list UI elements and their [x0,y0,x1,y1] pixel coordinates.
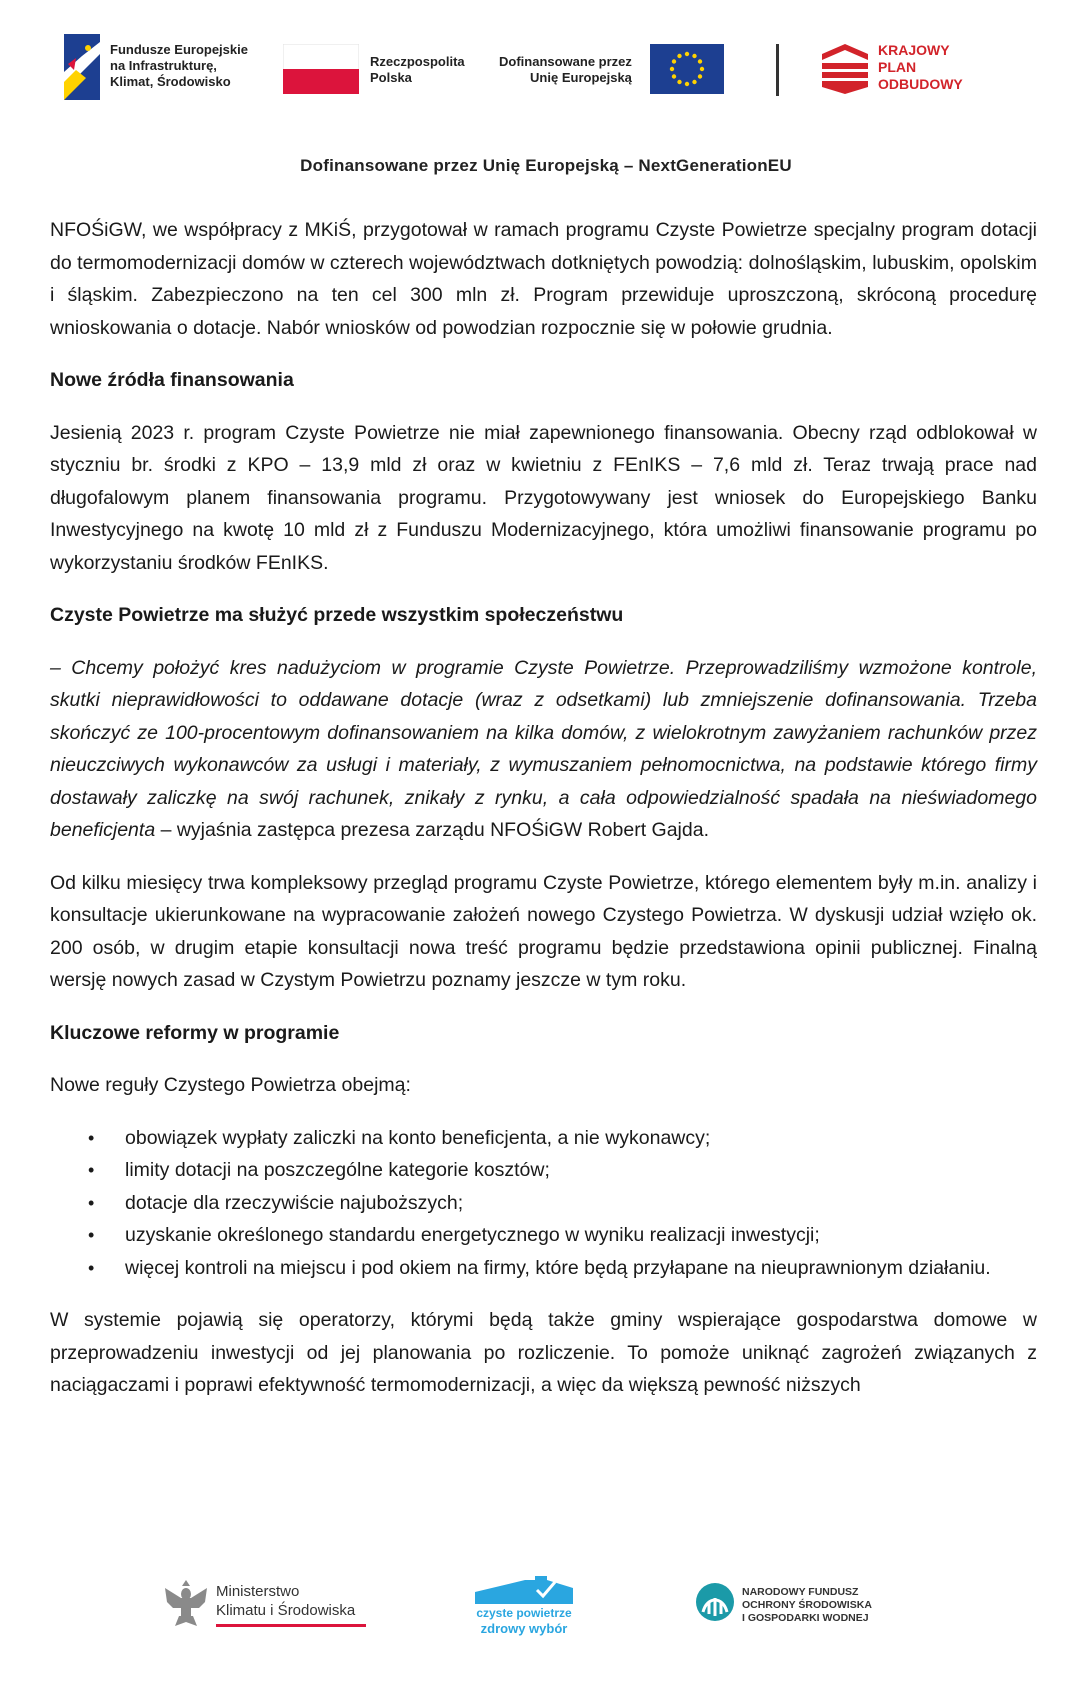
funding-subtitle: Dofinansowane przez Unię Europejską – NextGenerationEU [300,156,792,175]
article-body [50,214,1037,1422]
rp-line2: Polska [370,70,412,85]
paragraph-quote [50,652,1037,847]
logo-separator [776,44,779,96]
nfos-line2: OCHRONY ŚRODOWISKA [742,1599,872,1611]
house-roof-icon [475,1576,573,1604]
footer-logos [0,1570,1092,1660]
ue-line1: Dofinansowane przez [499,54,632,69]
paragraph-intro: NFOŚiGW, we współpracy z MKiŚ, przygotował w ramach programu Czyste Powietrze specjalny program dotacji do termomodernizacji domów w czterech województwach dotkniętych powodzią: dolnośląskim, lubuskim, opolskim i śląskim. Zabezpieczono na ten cel 300 mln zł. Program przewiduje uproszczoną, skróconą procedurę wnioskowania o dotacje. Nabór wniosków od powodzian rozpocznie się w połowie grudnia. [50,219,1037,339]
kpo-stripes-icon [822,44,868,94]
fe-line3: Klimat, Środowisko [110,74,231,89]
paragraph-operators: W systemie pojawią się operatorzy, którymi będą także gminy wspierające gospodarstwa domowe w przeprowadzeniu inwestycji od jej planowania po rozliczenie. To pomoże uniknąć zagrożeń związanych z naciągaczami i poprawi efektywność termomodernizacji, a więc da większą pewność niższych [50,1309,1037,1396]
list-item: • obowiązek wypłaty zaliczki na konto beneficjenta, a nie wykonawcy; [50,1122,1037,1155]
kpo-line1: KRAJOWY [878,42,950,58]
mkis-line1: Ministerstwo [216,1583,300,1600]
paragraph-review: Od kilku miesięcy trwa kompleksowy przegląd programu Czyste Powietrze, którego elementem były m.in. analizy i konsultacje ukierunkowane na wypracowanie założeń nowego Czystego Powietrza. W dyskusji udział wzięło ok. 200 osób, w drugim etapie konsultacji nowa treść programu będzie przedstawiona opinii publicznej. Finalną wersję nowych zasad w Czystym Powietrzu poznamy jeszcze w tym roku. [50,871,1037,991]
nfosigw-emblem-icon [695,1580,735,1624]
fe-line1: Fundusze Europejskie [110,42,248,57]
fe-flag-icon [64,34,100,100]
list-item: • więcej kontroli na miejscu i pod okiem na firmy, które będą przyłapane na nieuprawnionym działaniu. [50,1252,1037,1285]
ue-line2: Unię Europejską [530,70,632,85]
polish-flag-icon [283,44,359,94]
list-item: • uzyskanie określonego standardu energetycznego w wyniku realizacji inwestycji; [50,1219,1037,1252]
rp-line1: Rzeczpospolita [370,54,465,69]
mkis-underline [216,1624,366,1627]
reforms-list [50,1122,1037,1285]
cp-line2: zdrowy wybór [480,1621,568,1636]
heading-financing: Nowe źródła finansowania [50,369,294,391]
kpo-line3: ODBUDOWY [878,76,963,92]
fe-line2: na Infrastrukturę, [110,58,217,73]
quote-text: – Chcemy położyć kres nadużyciom w programie Czyste Powietrze. Przeprowadziliśmy wzmożone kontrole, skutki nieprawidłowości to oddawane dotacje (wraz z odsetkami) lub zmniejszenie dofinansowania. Trzeba skończyć ze 100-procentowym dofinansowaniem na kilka domów, z wielokrotnym zawyżaniem rachunków przez nieuczciwych wykonawców za usługi i materiały, z wymuszaniem pełnomocnictwa, na podstawie którego firmy dostawały zaliczkę na swój rachunek, znikały z rynku, a cała odpowiedzialność spadała na nieświadomego beneficjenta [50,656,1037,841]
header-logos [0,0,1092,120]
list-item: • dotacje dla rzeczywiście najuboższych; [50,1187,1037,1220]
paragraph-rules-intro: Nowe reguły Czystego Powietrza obejmą: [50,1074,411,1096]
eu-flag-icon [650,44,724,94]
mkis-line2: Klimatu i Środowiska [216,1602,356,1619]
eagle-emblem-icon [163,1578,209,1630]
paragraph-financing: Jesienią 2023 r. program Czyste Powietrze nie miał zapewnionego finansowania. Obecny rząd odblokował w styczniu br. środki z KPO – 13,9 mld zł oraz w kwietniu z FEnIKS – 7,6 mld zł. Teraz trwają prace nad długofalowym planem finansowania programu. Przygotowywany jest wniosek do Europejskiego Banku Inwestycyjnego na kwotę 10 mld zł z Funduszu Modernizacyjnego, która umożliwi finansowanie programu po wykorzystaniu środków FEnIKS. [50,421,1037,574]
nfos-line1: NARODOWY FUNDUSZ [742,1586,859,1598]
quote-attribution: – wyjaśnia zastępca prezesa zarządu NFOŚiGW Robert Gajda. [155,819,709,841]
cp-line1: czyste powietrze [476,1606,572,1620]
kpo-line2: PLAN [878,59,917,75]
heading-reforms: Kluczowe reformy w programie [50,1021,340,1044]
list-item: • limity dotacji na poszczególne kategorie kosztów; [50,1154,1037,1187]
heading-society: Czyste Powietrze ma służyć przede wszystkim społeczeństwu [50,604,624,626]
nfos-line3: I GOSPODARKI WODNEJ [742,1612,869,1624]
